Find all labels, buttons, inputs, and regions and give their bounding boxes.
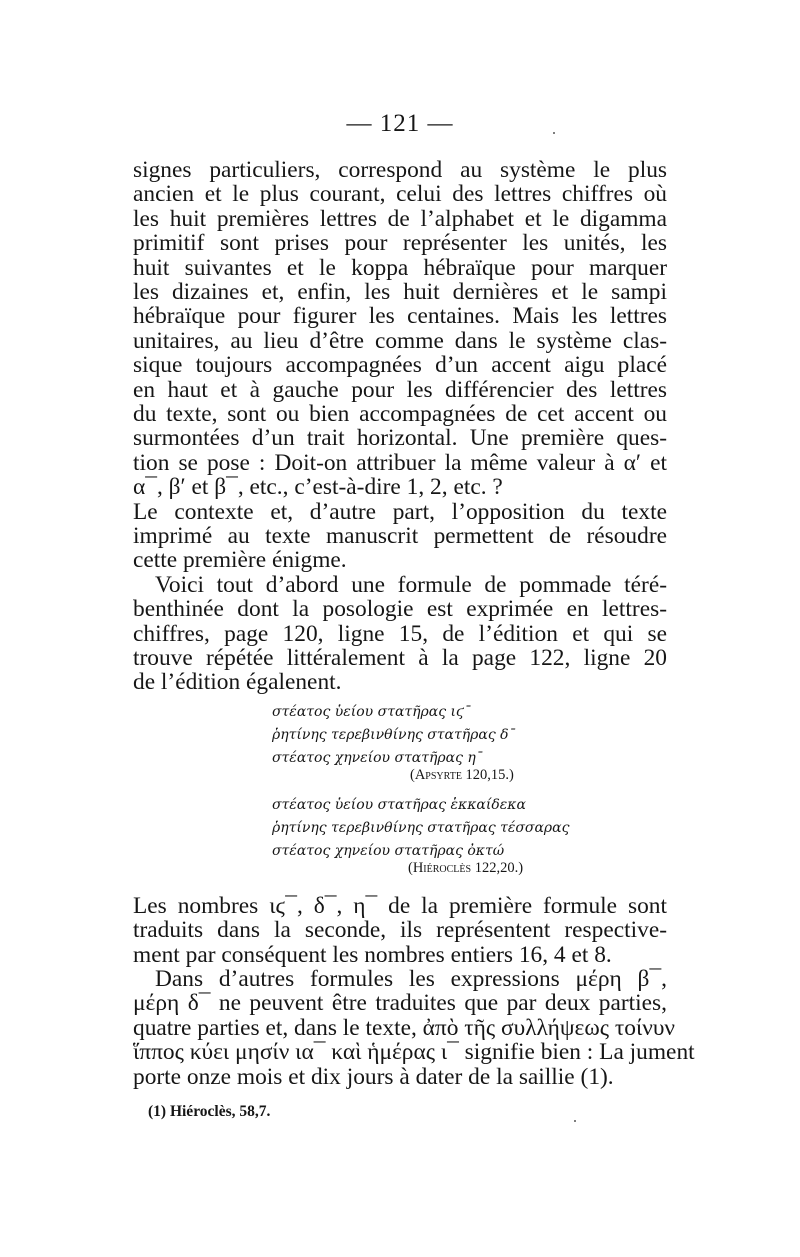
greek-line: στέατος ὑείου στατῆρας ἑκκαίδεκα <box>272 797 526 813</box>
paragraph-3 <box>133 573 667 695</box>
text-line: du texte, sont ou bien accompagnées de cet accent ou <box>133 400 667 427</box>
greek-quotation-1 <box>272 701 516 770</box>
text-line: huit suivantes et le koppa hébraïque pour marquer <box>133 254 667 281</box>
text-line: hébraïque pour figurer les centaines. Mais les lettres <box>133 303 667 330</box>
paragraph-5 <box>133 966 695 1090</box>
text-line: Dans d’autres formules les expressions μέρη β¯, <box>155 966 667 992</box>
print-speck <box>553 132 555 134</box>
text-line: en haut et à gauche pour les différencier des lettres <box>133 376 667 403</box>
text-line: unitaires, au lieu d’être comme dans le système clas- <box>133 327 667 354</box>
greek-quotation-2 <box>272 794 569 863</box>
text-line: traduits dans la seconde, ils représentent respective- <box>133 917 667 944</box>
text-line: de l’édition égalenent. <box>133 669 342 696</box>
greek-line: ῥητίνης τερεβινθίνης στατῆρας δ¯ <box>272 727 516 743</box>
quotation-source-1: (Apsyrte 120,15.) <box>410 767 514 783</box>
text-line: Le contexte et, d’autre part, l’opposition du texte <box>133 498 667 525</box>
text-line: sique toujours accompagnées d’un accent aigu placé <box>133 352 667 379</box>
print-speck <box>574 1120 576 1122</box>
greek-line: ῥητίνης τερεβινθίνης στατῆρας τέσσαρας <box>272 820 570 836</box>
text-line: les huit premières lettres de l’alphabet et le digamma <box>133 205 667 232</box>
text-line: Les nombres ιϛ¯, δ¯, η¯ de la première formule sont <box>133 893 667 919</box>
paragraph-4 <box>133 894 667 967</box>
text-line: ancien et le plus courant, celui des lettres chiffres où <box>133 181 667 208</box>
text-line: tion se pose : Doit-on attribuer la même valeur à α′ et <box>133 449 667 476</box>
text-line: primitif sont prises pour représenter les unités, les <box>133 230 667 257</box>
text-line: surmontées d’un trait horizontal. Une première ques- <box>133 425 667 452</box>
text-line: les dizaines et, enfin, les huit dernières et le sampi <box>133 278 667 305</box>
text-line: cette première énigme. <box>133 547 347 574</box>
text-line: benthinée dont la posologie est exprimée en lettres- <box>133 596 667 623</box>
text-line: signes particuliers, correspond au système le plus <box>133 157 667 183</box>
page-number: — 121 — <box>346 110 454 137</box>
greek-line: στέατος χηνείου στατῆρας ὀκτώ <box>272 843 505 859</box>
footnote: (1) Hiéroclès, 58,7. <box>148 1103 271 1120</box>
paragraph-1 <box>133 158 667 499</box>
greek-line: στέατος ὑείου στατῆρας ιϛ¯ <box>272 704 471 720</box>
text-line: imprimé au texte manuscrit permettent de résoudre <box>133 522 667 549</box>
paragraph-2 <box>133 500 667 573</box>
text-line: ἵππος κύει μησίν ια¯ καὶ ἡμέρας ι¯ signifie bien : La jument <box>133 1039 695 1066</box>
text-line: trouve répétée littéralement à la page 122, ligne 20 <box>133 644 667 671</box>
text-line: ment par conséquent les nombres entiers 16, 4 et 8. <box>133 941 612 968</box>
quotation-source-2: (Hiéroclès 122,20.) <box>408 860 524 876</box>
text-line: chiffres, page 120, ligne 15, de l’édition et qui se <box>133 620 667 647</box>
text-line: Voici tout d’abord une formule de pommade téré- <box>155 571 667 598</box>
text-line: quatre parties et, dans le texte, ἀπὸ τῆς συλλήψεως τοίνυν <box>133 1014 676 1041</box>
text-line: α¯, β′ et β¯, etc., c’est-à-dire 1, 2, etc. ? <box>133 474 503 501</box>
text-line: porte onze mois et dix jours à dater de la saillie (1). <box>133 1063 614 1090</box>
text-line: μέρη δ¯ ne peuvent être traduites que par deux parties, <box>133 990 667 1017</box>
greek-line: στέατος χηνείου στατῆρας η¯ <box>272 750 483 766</box>
